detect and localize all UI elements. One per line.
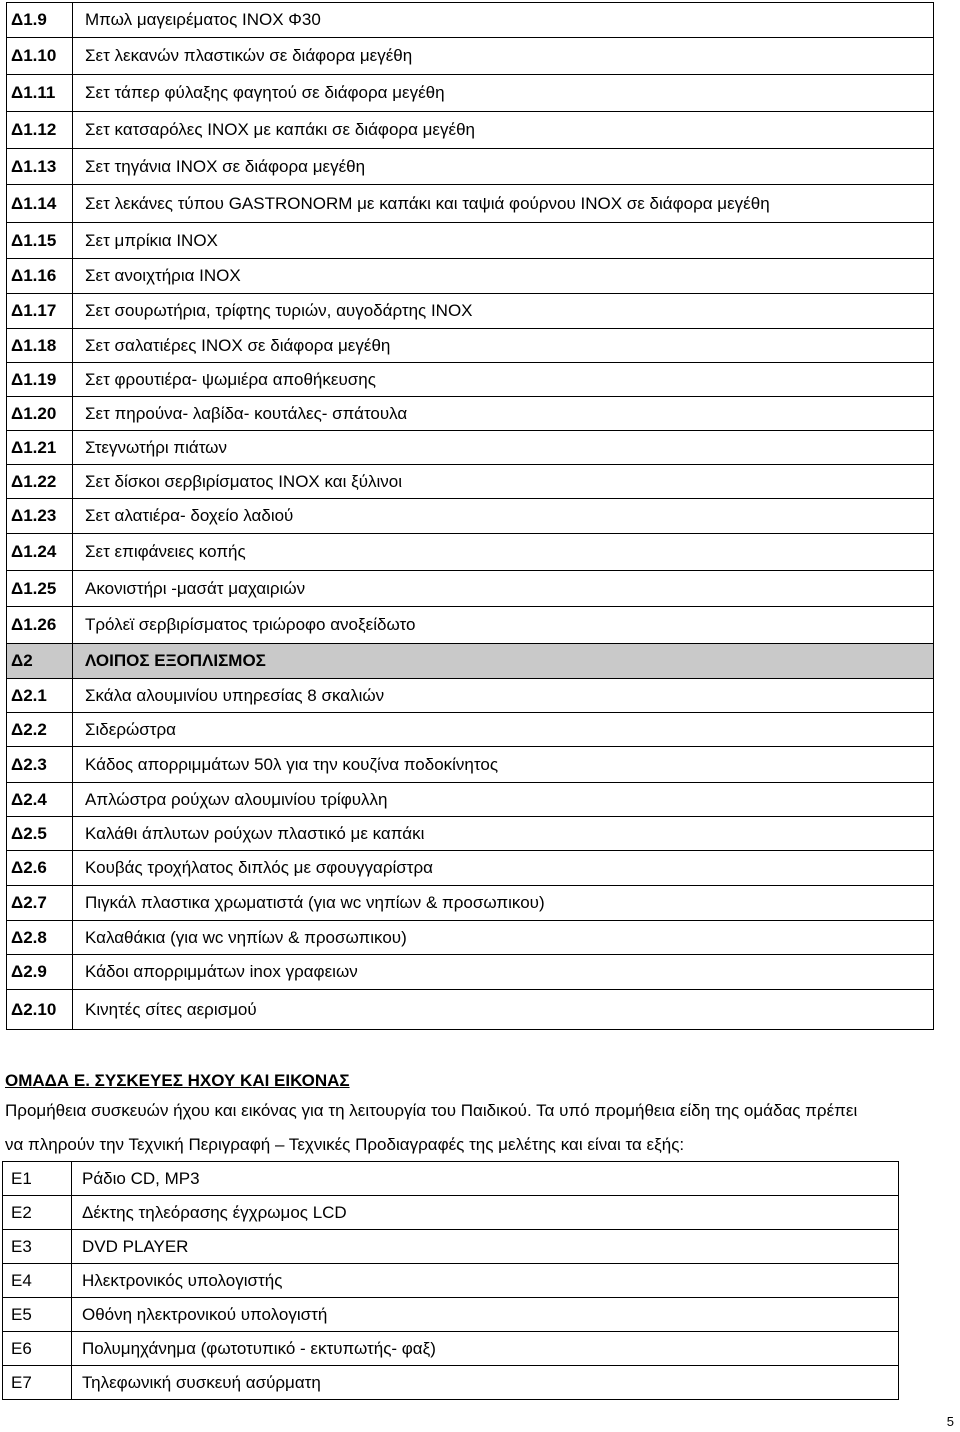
table-row <box>7 3 934 38</box>
item-description: Σετ ανοιχτήρια INOX <box>73 259 934 294</box>
item-code: Δ2.2 <box>7 713 73 747</box>
table-row <box>7 747 934 783</box>
item-code: Δ2.4 <box>7 783 73 817</box>
item-code: Δ1.10 <box>7 38 73 75</box>
item-code: Δ2.8 <box>7 921 73 955</box>
page-number: 5 <box>946 1414 954 1429</box>
table-row <box>7 783 934 817</box>
section-e-paragraph-line-2: να πληρούν την Τεχνική Περιγραφή – Τεχνικές Προδιαγραφές της μελέτης και είναι τα εξής: <box>5 1135 685 1154</box>
section-e-paragraph-line-1: Προμήθεια συσκευών ήχου και εικόνας για τη λειτουργία του Παιδικού. Τα υπό προμήθεια είδη της ομάδας πρέπει <box>5 1101 858 1120</box>
item-code: Δ2 <box>7 644 73 679</box>
table-row <box>3 1196 899 1230</box>
item-code: Ε6 <box>3 1332 72 1366</box>
equipment-table-e <box>2 1161 899 1400</box>
table-row <box>7 431 934 465</box>
table-row <box>3 1162 899 1196</box>
table-row <box>7 921 934 955</box>
item-code: Ε1 <box>3 1162 72 1196</box>
item-code: Δ1.11 <box>7 75 73 112</box>
item-code: Ε3 <box>3 1230 72 1264</box>
table-row <box>7 499 934 534</box>
table-row <box>3 1230 899 1264</box>
table-row <box>7 886 934 921</box>
item-description: Μπωλ μαγειρέματος INOX Φ30 <box>73 3 934 38</box>
item-code: Δ1.19 <box>7 363 73 397</box>
table-row <box>7 149 934 185</box>
item-description: Ακονιστήρι -μασάτ μαχαιριών <box>73 571 934 607</box>
item-description: Πολυμηχάνημα (φωτοτυπικό - εκτυπωτής- φαξ) <box>72 1332 899 1366</box>
item-description: Κουβάς τροχήλατος διπλός με σφουγγαρίστρα <box>73 851 934 886</box>
item-description: Σετ φρουτιέρα- ψωμιέρα αποθήκευσης <box>73 363 934 397</box>
item-description: Πιγκάλ πλαστικα χρωματιστά (για wc νηπίων & προσωπικου) <box>73 886 934 921</box>
table-row <box>7 465 934 499</box>
item-code: Δ1.13 <box>7 149 73 185</box>
item-description: Σκάλα αλουμινίου υπηρεσίας 8 σκαλιών <box>73 679 934 713</box>
item-description: Σετ κατσαρόλες INOX με καπάκι σε διάφορα μεγέθη <box>73 112 934 149</box>
item-code: Δ1.18 <box>7 329 73 363</box>
table-row <box>7 679 934 713</box>
item-description: ΛΟΙΠΟΣ ΕΞΟΠΛΙΣΜΟΣ <box>73 644 934 679</box>
table-row <box>7 607 934 644</box>
table-row <box>7 955 934 990</box>
section-header-row <box>7 644 934 679</box>
table-row <box>7 990 934 1030</box>
table-row <box>7 75 934 112</box>
table-row <box>3 1298 899 1332</box>
item-description: Οθόνη ηλεκτρονικού υπολογιστή <box>72 1298 899 1332</box>
item-description: Σετ τάπερ φύλαξης φαγητού σε διάφορα μεγέθη <box>73 75 934 112</box>
item-code: Δ1.26 <box>7 607 73 644</box>
table-row <box>7 817 934 851</box>
item-description: Σετ πηρούνα- λαβίδα- κουτάλες- σπάτουλα <box>73 397 934 431</box>
item-code: Δ1.14 <box>7 185 73 223</box>
table-row <box>7 713 934 747</box>
table-row <box>7 112 934 149</box>
item-code: Ε7 <box>3 1366 72 1400</box>
table-row <box>7 534 934 571</box>
item-code: Δ1.24 <box>7 534 73 571</box>
table-row <box>7 259 934 294</box>
item-description: Σετ λεκάνες τύπου GASTRONORM με καπάκι και ταψιά φούρνου INOX σε διάφορα μεγέθη <box>73 185 934 223</box>
item-code: Δ2.7 <box>7 886 73 921</box>
item-description: Ηλεκτρονικός υπολογιστής <box>72 1264 899 1298</box>
item-description: Σετ σουρωτήρια, τρίφτης τυριών, αυγοδάρτης INOX <box>73 294 934 329</box>
table-row <box>3 1264 899 1298</box>
item-description: Τρόλεϊ σερβιρίσματος τριώροφο ανοξείδωτο <box>73 607 934 644</box>
item-description: Σετ λεκανών πλαστικών σε διάφορα μεγέθη <box>73 38 934 75</box>
item-code: Δ1.15 <box>7 223 73 259</box>
item-description: Σετ αλατιέρα- δοχείο λαδιού <box>73 499 934 534</box>
table-row <box>3 1332 899 1366</box>
table-row <box>7 851 934 886</box>
item-code: Δ1.20 <box>7 397 73 431</box>
item-code: Δ1.25 <box>7 571 73 607</box>
table-row <box>7 294 934 329</box>
item-description: Τηλεφωνική συσκευή ασύρματη <box>72 1366 899 1400</box>
item-code: Δ1.16 <box>7 259 73 294</box>
item-code: Δ1.17 <box>7 294 73 329</box>
table-row <box>3 1366 899 1400</box>
item-code: Δ2.3 <box>7 747 73 783</box>
item-description: Κάδοι απορριμμάτων inox γραφειων <box>73 955 934 990</box>
item-description: Καλάθι άπλυτων ρούχων πλαστικό με καπάκι <box>73 817 934 851</box>
item-description: Κάδος απορριμμάτων 50λ για την κουζίνα ποδοκίνητος <box>73 747 934 783</box>
item-code: Δ2.9 <box>7 955 73 990</box>
item-description: Σετ επιφάνειες κοπής <box>73 534 934 571</box>
table-row <box>7 329 934 363</box>
item-description: Στεγνωτήρι πιάτων <box>73 431 934 465</box>
table-row <box>7 185 934 223</box>
table-row <box>7 223 934 259</box>
item-description: Σετ δίσκοι σερβιρίσματος INOX και ξύλινοι <box>73 465 934 499</box>
item-description: Ράδιο CD, MP3 <box>72 1162 899 1196</box>
table-row <box>7 38 934 75</box>
item-code: Δ1.9 <box>7 3 73 38</box>
item-description: Καλαθάκια (για wc νηπίων & προσωπικου) <box>73 921 934 955</box>
item-code: Δ2.10 <box>7 990 73 1030</box>
item-description: Σετ σαλατιέρες INOX σε διάφορα μεγέθη <box>73 329 934 363</box>
item-code: Δ1.23 <box>7 499 73 534</box>
item-code: Δ2.5 <box>7 817 73 851</box>
item-code: Ε5 <box>3 1298 72 1332</box>
item-code: Δ1.12 <box>7 112 73 149</box>
item-description: Σετ μπρίκια INOX <box>73 223 934 259</box>
equipment-table-d <box>6 2 934 1030</box>
item-description: Κινητές σίτες αερισμού <box>73 990 934 1030</box>
item-description: Απλώστρα ρούχων αλουμινίου τρίφυλλη <box>73 783 934 817</box>
item-code: Δ1.21 <box>7 431 73 465</box>
section-e <box>5 1068 960 1162</box>
section-e-title: ΟΜΑΔΑ Ε. ΣΥΣΚΕΥΕΣ ΗΧΟΥ ΚΑΙ ΕΙΚΟΝΑΣ <box>5 1071 350 1090</box>
item-code: Ε4 <box>3 1264 72 1298</box>
item-description: Σετ τηγάνια INOX σε διάφορα μεγέθη <box>73 149 934 185</box>
table-row <box>7 363 934 397</box>
item-description: Δέκτης τηλεόρασης έγχρωμος LCD <box>72 1196 899 1230</box>
table-row <box>7 397 934 431</box>
table-row <box>7 571 934 607</box>
item-code: Ε2 <box>3 1196 72 1230</box>
item-code: Δ1.22 <box>7 465 73 499</box>
item-description: DVD PLAYER <box>72 1230 899 1264</box>
item-code: Δ2.6 <box>7 851 73 886</box>
item-description: Σιδερώστρα <box>73 713 934 747</box>
item-code: Δ2.1 <box>7 679 73 713</box>
